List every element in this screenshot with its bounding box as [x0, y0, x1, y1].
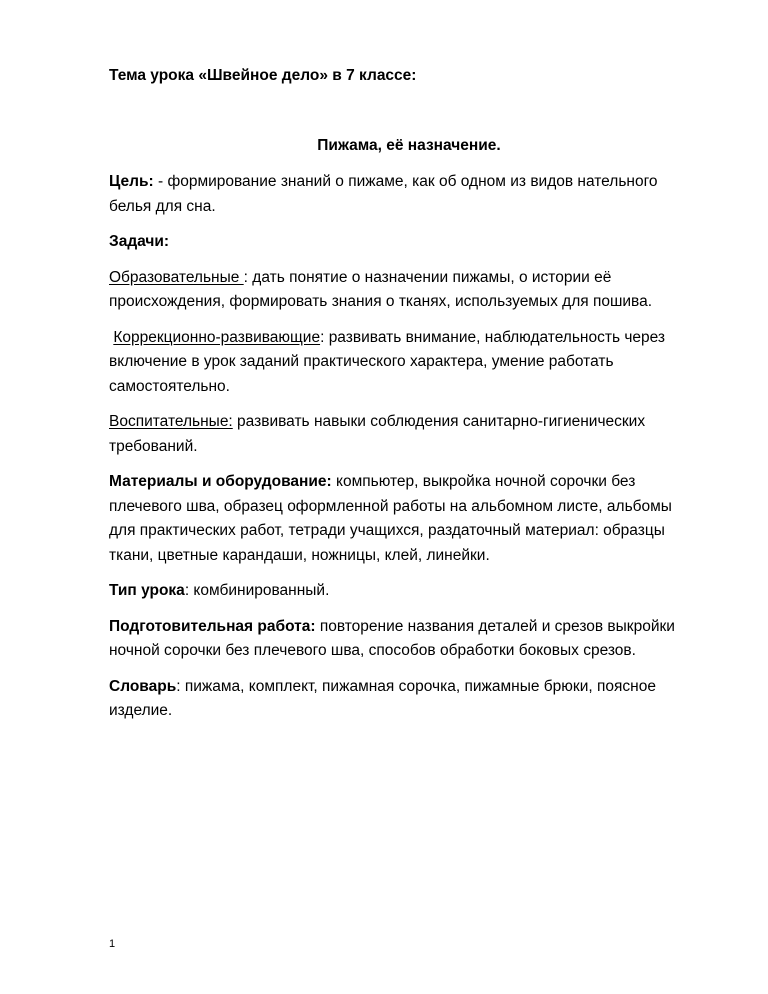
preparation-text-1: повторение названия деталей и срезов выкройки [315, 617, 675, 635]
page-number: 1 [109, 938, 116, 950]
lesson-type-text: : комбинированный. [184, 582, 330, 599]
goal-text-2: белья для сна. [109, 197, 216, 215]
spacer [109, 219, 709, 230]
spacer [109, 255, 709, 266]
materials-label: Материалы и оборудование: [109, 473, 332, 490]
spacer [109, 568, 709, 579]
document-body [109, 64, 709, 724]
correctional-text-2: включение в урок заданий практического характера, умение работать [109, 353, 614, 370]
goal-text-1: - формирование знаний о пижаме, как об одном из видов нательного [153, 173, 658, 190]
upbringing-paragraph [109, 410, 709, 459]
materials-text-1: компьютер, выкройка ночной сорочки без [331, 473, 636, 490]
upbringing-text-1: развивать навыки соблюдения санитарно-гигиенических [232, 413, 646, 430]
tasks-label: Задачи: [109, 233, 170, 250]
upbringing-text-2: требований. [109, 437, 198, 455]
spacer [109, 604, 709, 615]
preparation-paragraph [109, 615, 709, 664]
vocabulary-label: Словарь [109, 677, 177, 695]
educational-text-1: : дать понятие о назначении пижамы, о истории её [243, 268, 612, 286]
spacer [109, 459, 709, 470]
lesson-type-paragraph [109, 579, 709, 604]
spacer [109, 315, 709, 326]
spacer [109, 158, 709, 170]
preparation-label: Подготовительная работа: [109, 617, 316, 635]
spacer [109, 399, 709, 410]
vocabulary-text-2: изделие. [109, 702, 173, 719]
lesson-type-label: Тип урока [109, 582, 185, 599]
vocabulary-paragraph [109, 675, 709, 724]
educational-paragraph [109, 266, 709, 315]
materials-text-2: плечевого шва, образец оформленной работы на альбомном листе, альбомы [109, 497, 672, 515]
spacer [109, 89, 709, 134]
goal-paragraph [109, 170, 709, 219]
materials-text-3: для практических работ, тетради учащихся, раздаточный материал: образцы [109, 522, 665, 539]
preparation-text-2: ночной сорочки без плечевого шва, способов обработки боковых срезов. [109, 642, 636, 659]
correctional-paragraph [109, 326, 709, 400]
lesson-topic: Тема урока «Швейное дело» в 7 классе: [109, 67, 417, 84]
correctional-text-1: : развивать внимание, наблюдательность через [320, 328, 666, 346]
lesson-heading: Пижама, её назначение. [317, 136, 501, 154]
goal-label: Цель: [109, 173, 154, 190]
correctional-text-3: самостоятельно. [109, 377, 230, 395]
educational-label: Образовательные [109, 268, 244, 286]
educational-text-2: происхождения, формировать знания о тканях, используемых для пошива. [109, 293, 653, 310]
materials-text-4: ткани, цветные карандаши, ножницы, клей, линейки. [109, 546, 490, 564]
vocabulary-text-1: : пижама, комплект, пижамная сорочка, пижамные брюки, поясное [176, 677, 656, 695]
materials-paragraph [109, 470, 709, 568]
upbringing-label: Воспитательные: [109, 413, 233, 430]
spacer [109, 664, 709, 675]
correctional-label: Коррекционно-развивающие [113, 328, 321, 346]
